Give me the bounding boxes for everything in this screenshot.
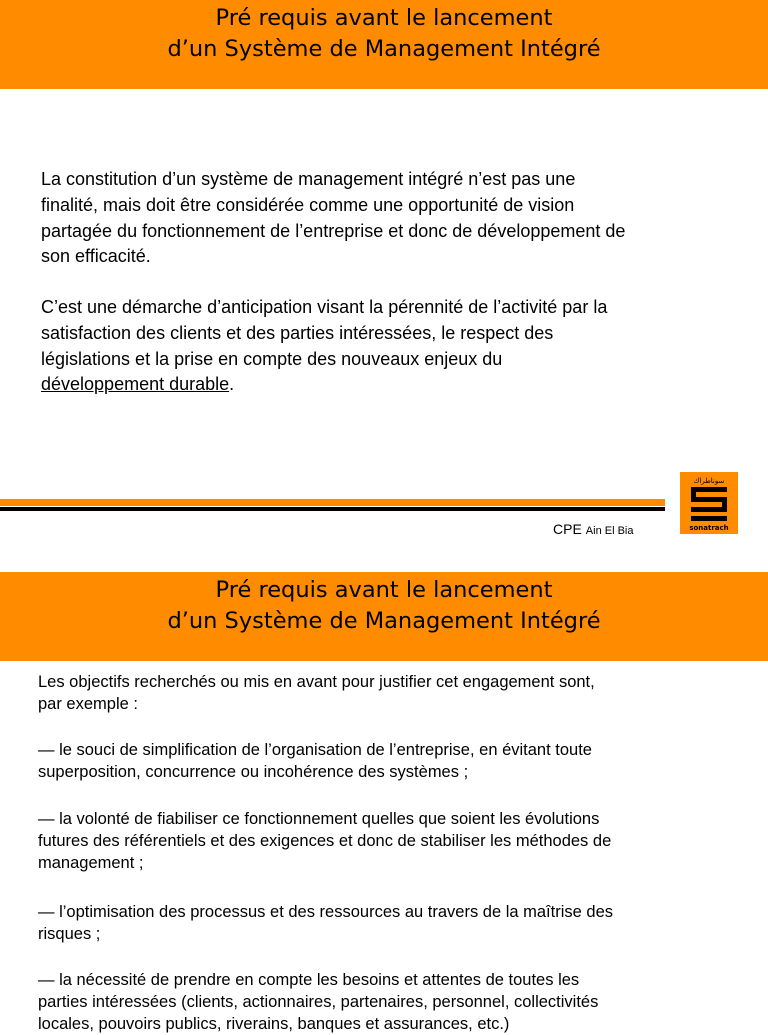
text-line: — le souci de simplification de l’organisation de l’entreprise, en évitant toute: [38, 741, 592, 759]
text-line: superposition, concurrence ou incohérence des systèmes ;: [38, 763, 469, 781]
footer-site: Ain El Bia: [585, 525, 634, 537]
slide-1-paragraph-2: [41, 295, 741, 398]
sustainable-development-link[interactable]: développement durable: [41, 374, 230, 395]
text-line: management ;: [38, 854, 144, 872]
text-line: — l’optimisation des processus et des ressources au travers de la maîtrise des: [38, 903, 614, 921]
slide-2-bullet-3: [38, 901, 738, 945]
footer-cpe: CPE: [553, 521, 582, 537]
sentence-end: .: [229, 374, 235, 395]
footer-label: [553, 521, 634, 537]
sonatrach-logo-icon: [680, 472, 738, 534]
text-line: — la nécessité de prendre en compte les besoins et attentes de toutes les: [38, 971, 580, 989]
slide-2-bullet-4: [38, 969, 738, 1035]
text-line: par exemple :: [38, 695, 138, 713]
slide-2-title-bar: [0, 572, 768, 661]
slide-2: [0, 572, 768, 1032]
text-line: futures des référentiels et des exigences et donc de stabiliser les méthodes de: [38, 832, 612, 850]
text-line: parties intéressées (clients, actionnaires, partenaires, personnel, collectivités: [38, 993, 599, 1011]
sonatrach-logo: [680, 472, 738, 534]
text-line: risques ;: [38, 925, 101, 943]
footer-orange-rule: [0, 499, 665, 506]
text-line: finalité, mais doit être considérée comme une opportunité de vision: [41, 194, 575, 215]
text-line: — la volonté de fiabiliser ce fonctionnement quelles que soient les évolutions: [38, 810, 600, 828]
text-line: C’est une démarche d’anticipation visant la pérennité de l’activité par la: [41, 297, 608, 317]
slide-2-title-line-1: Pré requis avant le lancement: [215, 577, 553, 603]
svg-text:سوناطراك: سوناطراك: [693, 477, 725, 485]
svg-text:sonatrach: sonatrach: [689, 524, 729, 532]
text-line: partagée du fonctionnement de l’entreprise et donc de développement de: [41, 220, 626, 241]
slide-2-bullet-2: [38, 808, 738, 874]
slide-1-title-bar: [0, 0, 768, 89]
slide-1-title-line-1: Pré requis avant le lancement: [215, 5, 553, 31]
text-line: Les objectifs recherchés ou mis en avant pour justifier cet engagement sont,: [38, 673, 595, 691]
text-line: La constitution d’un système de management intégré n’est pas une: [41, 169, 576, 189]
text-line: son efficacité.: [41, 246, 151, 267]
text-line: locales, pouvoirs publics, riverains, banques et assurances, etc.): [38, 1015, 510, 1033]
slide-1-paragraph-1: [41, 167, 741, 270]
slide-2-intro: [38, 671, 738, 715]
slide-1-title-line-2: d’un Système de Management Intégré: [167, 36, 601, 62]
slide-2-title-line-2: d’un Système de Management Intégré: [167, 608, 601, 634]
text-line: législations et la prise en compte des nouveaux enjeux du: [41, 348, 503, 369]
footer-black-rule: [0, 507, 665, 511]
text-line: satisfaction des clients et des parties intéressées, le respect des: [41, 322, 554, 343]
text-line: [41, 372, 741, 398]
slide-2-bullet-1: [38, 739, 738, 783]
